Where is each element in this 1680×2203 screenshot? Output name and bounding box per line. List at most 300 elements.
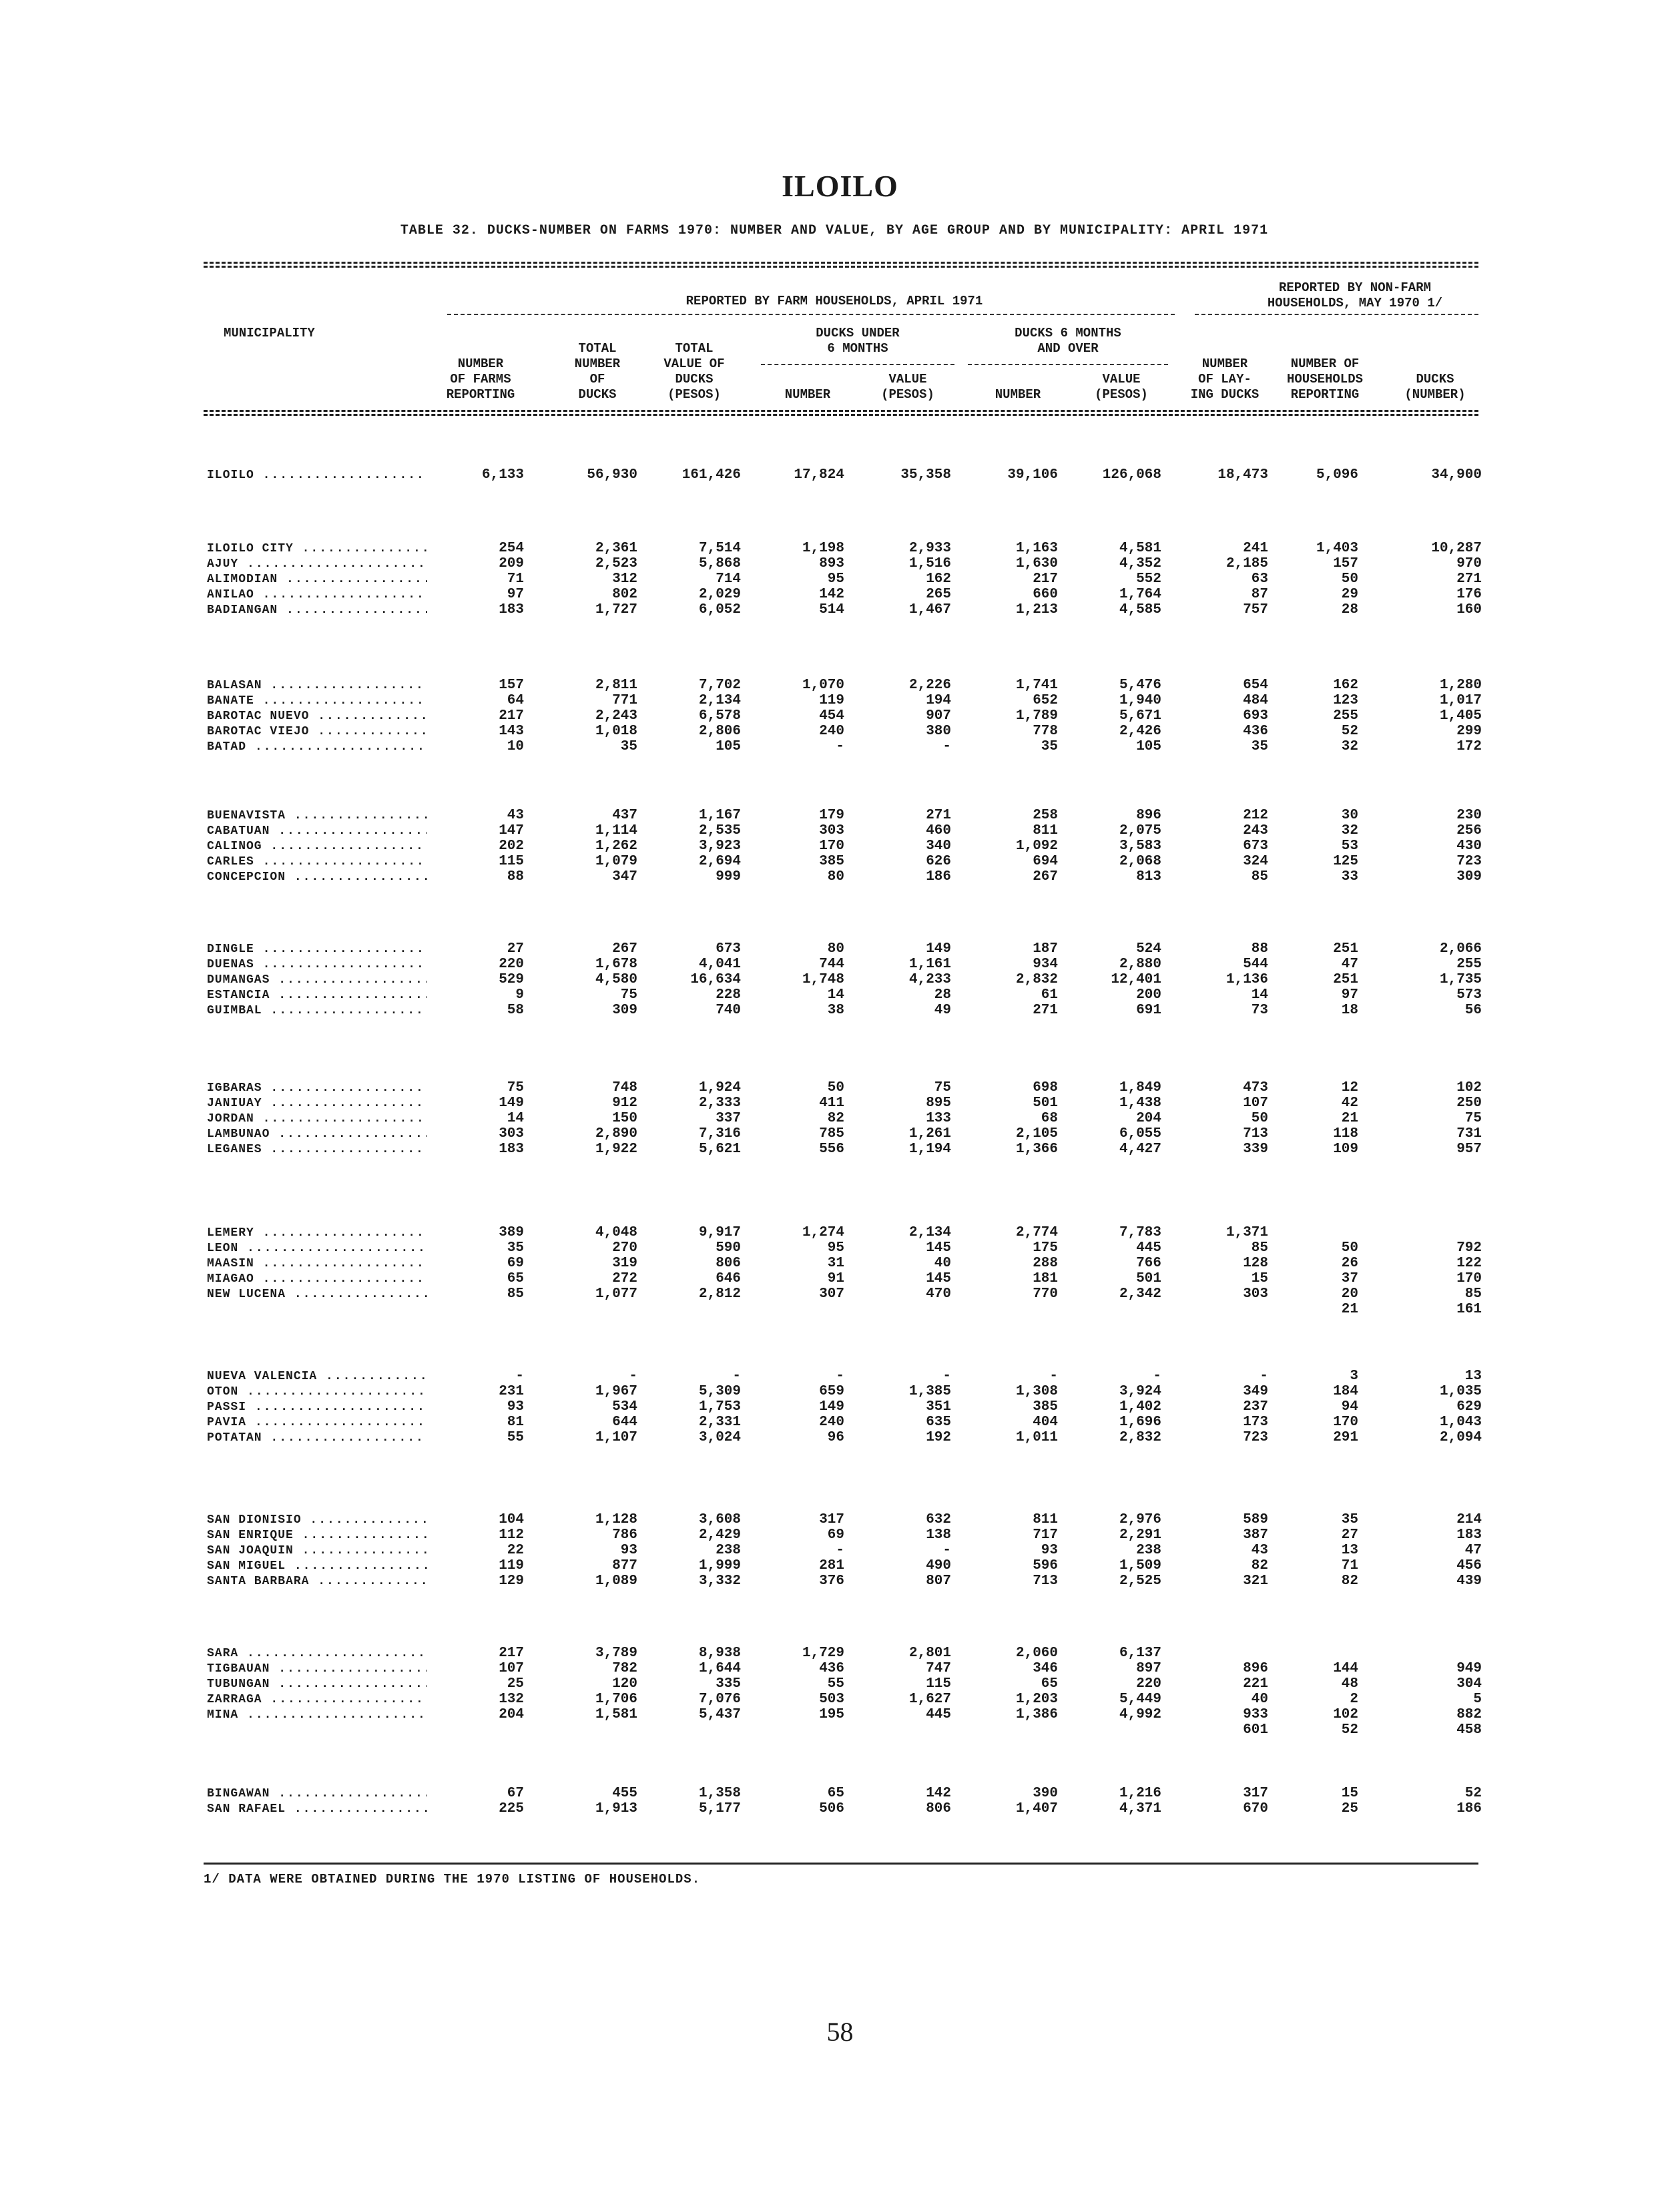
nonfarm-group-rule	[1195, 314, 1478, 315]
over-6-number: 652	[1033, 693, 1058, 708]
households-reporting: 52	[1341, 724, 1358, 739]
ducks-number: 1,035	[1439, 1384, 1482, 1399]
laying-ducks: 237	[1243, 1399, 1268, 1415]
over-6-number: 713	[1033, 1573, 1058, 1589]
farms-reporting: 22	[507, 1543, 524, 1558]
over-6-value: 1,764	[1119, 587, 1161, 602]
households-reporting: 30	[1341, 808, 1358, 823]
households-reporting: 52	[1341, 1722, 1358, 1738]
households-reporting: 42	[1341, 1095, 1358, 1111]
under-6-value: 445	[926, 1707, 951, 1722]
total-ducks: 270	[612, 1240, 637, 1256]
ducks-number: 1,043	[1439, 1415, 1482, 1430]
households-reporting: 184	[1333, 1384, 1358, 1399]
households-reporting: 53	[1341, 838, 1358, 854]
farms-reporting: -	[515, 1369, 524, 1384]
households-reporting: 251	[1333, 972, 1358, 987]
ducks-number: 299	[1456, 724, 1482, 739]
over-6-value: 1,696	[1119, 1415, 1161, 1430]
municipality-name: BALASAN .....	[207, 678, 427, 694]
total-value: 8,938	[698, 1646, 741, 1661]
total-value: 1,167	[698, 808, 741, 823]
total-ducks: 1,114	[595, 823, 637, 838]
households-reporting: 5,096	[1316, 467, 1358, 483]
table-row	[0, 678, 1680, 694]
under-6-number: 893	[819, 556, 844, 571]
bottom-rule	[204, 1863, 1478, 1865]
over-6-number-header: NUMBER	[995, 387, 1041, 402]
farms-reporting: 64	[507, 693, 524, 708]
municipality-name: DUENAS .....	[207, 957, 427, 973]
farms-reporting: 104	[499, 1512, 524, 1527]
ducks-number: 723	[1456, 854, 1482, 869]
table-row	[0, 1786, 1680, 1802]
farms-reporting: 389	[499, 1225, 524, 1240]
over-6-number: 65	[1041, 1676, 1058, 1692]
laying-ducks: 693	[1243, 708, 1268, 724]
over-6-value: 4,585	[1119, 602, 1161, 618]
under-6-value: 49	[934, 1003, 951, 1018]
total-ducks: 782	[612, 1661, 637, 1676]
under-6-number: 38	[827, 1003, 844, 1018]
ducks-number: 122	[1456, 1256, 1482, 1271]
ducks-number: 957	[1456, 1142, 1482, 1157]
ducks-number: 10,287	[1431, 541, 1482, 556]
farms-reporting: 10	[507, 739, 524, 754]
laying-ducks: 88	[1251, 941, 1268, 957]
total-value: 5,868	[698, 556, 741, 571]
laying-ducks: 107	[1243, 1095, 1268, 1111]
municipality-name: CONCEPCION .....	[207, 869, 427, 885]
under-6-value: 149	[926, 941, 951, 957]
under-6-number: 80	[827, 941, 844, 957]
farms-reporting: 112	[499, 1527, 524, 1543]
farms-reporting: 119	[499, 1558, 524, 1573]
under-6-value: 142	[926, 1786, 951, 1801]
under-6-value: 1,467	[908, 602, 951, 618]
table-row	[0, 987, 1680, 1003]
total-value-header: TOTAL VALUE OF DUCKS (PESOS)	[663, 341, 725, 402]
farms-reporting: 97	[507, 587, 524, 602]
over-6-value-header: VALUE (PESOS)	[1095, 372, 1148, 402]
ducks-number: 456	[1456, 1558, 1482, 1573]
over-6-value: 2,291	[1119, 1527, 1161, 1543]
households-reporting: 123	[1333, 693, 1358, 708]
over-6-value: 5,449	[1119, 1692, 1161, 1707]
table-row	[0, 1527, 1680, 1543]
under-6-number: 91	[827, 1271, 844, 1286]
farm-group-rule	[447, 314, 1175, 315]
over-6-number: 390	[1033, 1786, 1058, 1801]
total-ducks: 1,581	[595, 1707, 637, 1722]
ducks-number: 230	[1456, 808, 1482, 823]
under-6-value: 2,226	[908, 678, 951, 693]
under-6-value: 626	[926, 854, 951, 869]
households-reporting: 162	[1333, 678, 1358, 693]
ducks-number: 214	[1456, 1512, 1482, 1527]
nonfarm-group-header: REPORTED BY NON-FARM HOUSEHOLDS, MAY 1970 1/	[1267, 280, 1443, 310]
laying-ducks: 303	[1243, 1286, 1268, 1302]
laying-ducks: 896	[1243, 1661, 1268, 1676]
laying-ducks: 654	[1243, 678, 1268, 693]
total-ducks: 534	[612, 1399, 637, 1415]
laying-ducks: 670	[1243, 1801, 1268, 1816]
total-ducks: 912	[612, 1095, 637, 1111]
total-value: 3,024	[698, 1430, 741, 1445]
ducks-number: 2,066	[1439, 941, 1482, 957]
over-6-number: 271	[1033, 1003, 1058, 1018]
table-row	[0, 941, 1680, 957]
table-row	[0, 1369, 1680, 1385]
table-row	[0, 1111, 1680, 1127]
total-value: 2,333	[698, 1095, 741, 1111]
table-row	[0, 1286, 1680, 1302]
total-ducks: 272	[612, 1271, 637, 1286]
total-ducks: 150	[612, 1111, 637, 1126]
total-ducks: 56,930	[587, 467, 637, 483]
laying-ducks: 35	[1251, 739, 1268, 754]
farms-reporting: 132	[499, 1692, 524, 1707]
total-ducks: 455	[612, 1786, 637, 1801]
under-6-number: 142	[819, 587, 844, 602]
ducks-number: 1,735	[1439, 972, 1482, 987]
laying-ducks: 85	[1251, 1240, 1268, 1256]
over-6-number: 1,386	[1015, 1707, 1058, 1722]
under-6-value: 115	[926, 1676, 951, 1692]
under-6-number: 659	[819, 1384, 844, 1399]
municipality-name: PASSI .....	[207, 1399, 427, 1415]
households-reporting: 109	[1333, 1142, 1358, 1157]
laying-ducks: 82	[1251, 1558, 1268, 1573]
total-ducks: 1,727	[595, 602, 637, 618]
total-ducks: -	[629, 1369, 637, 1384]
ducks-number: 458	[1456, 1722, 1482, 1738]
total-ducks: 1,922	[595, 1142, 637, 1157]
municipality-name: SAN ENRIQUE .....	[207, 1527, 427, 1543]
total-ducks: 437	[612, 808, 637, 823]
over-6-value: 4,352	[1119, 556, 1161, 571]
over-6-value: 2,342	[1119, 1286, 1161, 1302]
households-reporting: 118	[1333, 1126, 1358, 1142]
farms-reporting: 71	[507, 571, 524, 587]
ducks-number: 439	[1456, 1573, 1482, 1589]
total-ducks: 1,079	[595, 854, 637, 869]
municipality-name: LEMERY .....	[207, 1225, 427, 1241]
table-row	[0, 571, 1680, 587]
municipality-name: SAN DIONISIO .....	[207, 1512, 427, 1528]
farms-reporting: 147	[499, 823, 524, 838]
over-6-number: 1,092	[1015, 838, 1058, 854]
over-6-number: 1,407	[1015, 1801, 1058, 1816]
table-row	[0, 1573, 1680, 1589]
table-row	[0, 1543, 1680, 1559]
under-6-value: 340	[926, 838, 951, 854]
total-ducks: 1,107	[595, 1430, 637, 1445]
farms-reporting: 75	[507, 1080, 524, 1095]
ducks-number: 52	[1464, 1786, 1482, 1801]
table-row	[0, 869, 1680, 885]
under-6-number: 69	[827, 1527, 844, 1543]
farms-reporting: 6,133	[481, 467, 524, 483]
under-6-value: 2,801	[908, 1646, 951, 1661]
municipality-name: BINGAWAN .....	[207, 1786, 427, 1802]
households-reporting: 25	[1341, 1801, 1358, 1816]
laying-ducks: 18,473	[1217, 467, 1268, 483]
municipality-header: MUNICIPALITY	[224, 326, 315, 340]
over-6-value: 12,401	[1111, 972, 1161, 987]
table-row	[0, 1126, 1680, 1142]
under-6-value: 162	[926, 571, 951, 587]
total-value: 6,052	[698, 602, 741, 618]
households-reporting: 48	[1341, 1676, 1358, 1692]
households-reporting: 125	[1333, 854, 1358, 869]
under-6-value: 145	[926, 1240, 951, 1256]
over-6-number: 93	[1041, 1543, 1058, 1558]
over-6-number: 187	[1033, 941, 1058, 957]
under-6-value: 1,261	[908, 1126, 951, 1142]
under-6-number: 55	[827, 1676, 844, 1692]
total-ducks: 802	[612, 587, 637, 602]
households-reporting: 82	[1341, 1573, 1358, 1589]
over-6-number: 698	[1033, 1080, 1058, 1095]
over-6-value: 6,055	[1119, 1126, 1161, 1142]
over-6-value: 2,525	[1119, 1573, 1161, 1589]
farms-reporting: 65	[507, 1271, 524, 1286]
total-value: 7,702	[698, 678, 741, 693]
laying-ducks: 473	[1243, 1080, 1268, 1095]
total-value: 105	[716, 739, 741, 754]
under-6-value: 1,161	[908, 957, 951, 972]
laying-ducks: 15	[1251, 1271, 1268, 1286]
municipality-name: LEGANES .....	[207, 1142, 427, 1158]
total-value: 16,634	[690, 972, 741, 987]
table-row	[0, 1003, 1680, 1019]
table-row	[0, 1558, 1680, 1574]
under-6-value: 632	[926, 1512, 951, 1527]
under-6-value: 145	[926, 1271, 951, 1286]
ducks-number: 255	[1456, 957, 1482, 972]
municipality-name: BANATE .....	[207, 693, 427, 709]
table-row	[0, 854, 1680, 870]
table-row	[0, 602, 1680, 618]
ducks-number: 34,900	[1431, 467, 1482, 483]
table-row	[0, 1256, 1680, 1272]
total-value: -	[732, 1369, 741, 1384]
total-value: 1,644	[698, 1661, 741, 1676]
laying-ducks: 212	[1243, 808, 1268, 823]
table-row	[0, 1646, 1680, 1662]
over-6-number: 934	[1033, 957, 1058, 972]
households-reporting-header: NUMBER OF HOUSEHOLDS REPORTING	[1286, 356, 1364, 402]
under-6-rule	[761, 364, 954, 365]
total-value: 2,331	[698, 1415, 741, 1430]
ducks-number: 792	[1456, 1240, 1482, 1256]
total-ducks: 93	[620, 1543, 637, 1558]
households-reporting: 144	[1333, 1661, 1358, 1676]
farms-reporting: 69	[507, 1256, 524, 1271]
laying-ducks: 173	[1243, 1415, 1268, 1430]
total-ducks: 2,361	[595, 541, 637, 556]
farms-reporting: 25	[507, 1676, 524, 1692]
under-6-number: 411	[819, 1095, 844, 1111]
farms-reporting: 115	[499, 854, 524, 869]
farms-reporting: 217	[499, 1646, 524, 1661]
laying-ducks: 241	[1243, 541, 1268, 556]
municipality-name: AJUY .....	[207, 556, 427, 572]
total-ducks: 2,890	[595, 1126, 637, 1142]
farms-reporting: 58	[507, 1003, 524, 1018]
total-ducks: 3,789	[595, 1646, 637, 1661]
municipality-name: DINGLE .....	[207, 941, 427, 957]
under-6-number: 785	[819, 1126, 844, 1142]
households-reporting: 102	[1333, 1707, 1358, 1722]
municipality-name: LAMBUNAO .....	[207, 1126, 427, 1142]
table-row	[0, 724, 1680, 740]
under-6-number: 281	[819, 1558, 844, 1573]
ducks-number: 256	[1456, 823, 1482, 838]
total-ducks: 267	[612, 941, 637, 957]
total-value: 161,426	[681, 467, 741, 483]
table-row	[0, 556, 1680, 572]
total-value: 9,917	[698, 1225, 741, 1240]
over-6-value: 204	[1136, 1111, 1161, 1126]
laying-ducks: 933	[1243, 1707, 1268, 1722]
table-row	[0, 587, 1680, 603]
under-6-value: 2,134	[908, 1225, 951, 1240]
over-6-months-header: DUCKS 6 MONTHS AND OVER	[1015, 326, 1121, 356]
total-ducks: 1,967	[595, 1384, 637, 1399]
households-reporting: 13	[1341, 1543, 1358, 1558]
table-row	[0, 1430, 1680, 1446]
over-6-number: 596	[1033, 1558, 1058, 1573]
under-6-value: 28	[934, 987, 951, 1003]
farms-reporting: 27	[507, 941, 524, 957]
municipality-name: CABATUAN .....	[207, 823, 427, 839]
total-value: 5,309	[698, 1384, 741, 1399]
laying-ducks: 339	[1243, 1142, 1268, 1157]
under-6-value: 4,233	[908, 972, 951, 987]
over-6-value: -	[1153, 1369, 1161, 1384]
ducks-number: 160	[1456, 602, 1482, 618]
farms-reporting: 14	[507, 1111, 524, 1126]
under-6-number: 95	[827, 1240, 844, 1256]
municipality-name: IGBARAS .....	[207, 1080, 427, 1096]
under-6-number: 80	[827, 869, 844, 885]
under-6-value: 895	[926, 1095, 951, 1111]
table-row	[0, 1302, 1680, 1318]
municipality-name: BADIANGAN .....	[207, 602, 427, 618]
households-reporting: 32	[1341, 823, 1358, 838]
farms-reporting: 67	[507, 1786, 524, 1801]
under-6-number: -	[836, 1543, 844, 1558]
over-6-number: 811	[1033, 823, 1058, 838]
over-6-value: 5,671	[1119, 708, 1161, 724]
over-6-number: 778	[1033, 724, 1058, 739]
households-reporting: 170	[1333, 1415, 1358, 1430]
laying-ducks: 349	[1243, 1384, 1268, 1399]
total-value: 3,608	[698, 1512, 741, 1527]
under-6-value: 1,194	[908, 1142, 951, 1157]
over-6-value: 4,992	[1119, 1707, 1161, 1722]
total-value: 999	[716, 869, 741, 885]
total-ducks: 309	[612, 1003, 637, 1018]
laying-ducks: 1,136	[1225, 972, 1268, 987]
ducks-number: 102	[1456, 1080, 1482, 1095]
under-6-number: 506	[819, 1801, 844, 1816]
ducks-number: 250	[1456, 1095, 1482, 1111]
total-value: 238	[716, 1543, 741, 1558]
total-ducks: 1,089	[595, 1573, 637, 1589]
over-6-value: 1,216	[1119, 1786, 1161, 1801]
over-6-value: 1,849	[1119, 1080, 1161, 1095]
farms-reporting: 183	[499, 602, 524, 618]
under-6-number: 14	[827, 987, 844, 1003]
table-caption: TABLE 32. DUCKS-NUMBER ON FARMS 1970: NUMBER AND VALUE, BY AGE GROUP AND BY MUNICIPALITY: APRIL 1971	[400, 223, 1269, 238]
farms-reporting: 85	[507, 1286, 524, 1302]
laying-ducks: 50	[1251, 1111, 1268, 1126]
under-6-value: 133	[926, 1111, 951, 1126]
over-6-value: 691	[1136, 1003, 1161, 1018]
households-reporting: 21	[1341, 1111, 1358, 1126]
table-row	[0, 1801, 1680, 1817]
under-6-number: 307	[819, 1286, 844, 1302]
over-6-value: 2,075	[1119, 823, 1161, 838]
under-6-number: 170	[819, 838, 844, 854]
laying-ducks: 436	[1243, 724, 1268, 739]
table-row	[0, 1080, 1680, 1096]
under-6-number: 503	[819, 1692, 844, 1707]
total-ducks-header: TOTAL NUMBER OF DUCKS	[574, 341, 621, 402]
table-row	[0, 1225, 1680, 1241]
province-total-row	[0, 467, 1680, 483]
total-value: 2,134	[698, 693, 741, 708]
laying-ducks: 43	[1251, 1543, 1268, 1558]
over-6-number: 770	[1033, 1286, 1058, 1302]
under-6-number: 119	[819, 693, 844, 708]
under-6-value: 470	[926, 1286, 951, 1302]
under-6-number: 436	[819, 1661, 844, 1676]
municipality-name: MIAGAO .....	[207, 1271, 427, 1287]
farms-reporting-header: NUMBER OF FARMS REPORTING	[446, 356, 515, 402]
farms-reporting: 43	[507, 808, 524, 823]
households-reporting: 71	[1341, 1558, 1358, 1573]
ducks-number: 2,094	[1439, 1430, 1482, 1445]
total-ducks: 771	[612, 693, 637, 708]
municipality-name: JANIUAY .....	[207, 1095, 427, 1112]
over-6-number: 717	[1033, 1527, 1058, 1543]
laying-ducks: 221	[1243, 1676, 1268, 1692]
municipality-name: MINA .....	[207, 1707, 427, 1723]
total-value: 2,694	[698, 854, 741, 869]
laying-ducks: 85	[1251, 869, 1268, 885]
ducks-number: 271	[1456, 571, 1482, 587]
laying-ducks: 713	[1243, 1126, 1268, 1142]
over-6-number: 217	[1033, 571, 1058, 587]
table-row	[0, 1707, 1680, 1723]
under-6-value: 75	[934, 1080, 951, 1095]
under-6-number: 1,198	[802, 541, 844, 556]
over-6-number: 694	[1033, 854, 1058, 869]
over-6-value: 2,976	[1119, 1512, 1161, 1527]
total-value: 4,041	[698, 957, 741, 972]
under-6-number: 96	[827, 1430, 844, 1445]
total-ducks: 644	[612, 1415, 637, 1430]
over-6-number: 1,741	[1015, 678, 1058, 693]
ducks-number: 47	[1464, 1543, 1482, 1558]
over-6-rule	[968, 364, 1168, 365]
total-value: 2,029	[698, 587, 741, 602]
table-row	[0, 1722, 1680, 1738]
